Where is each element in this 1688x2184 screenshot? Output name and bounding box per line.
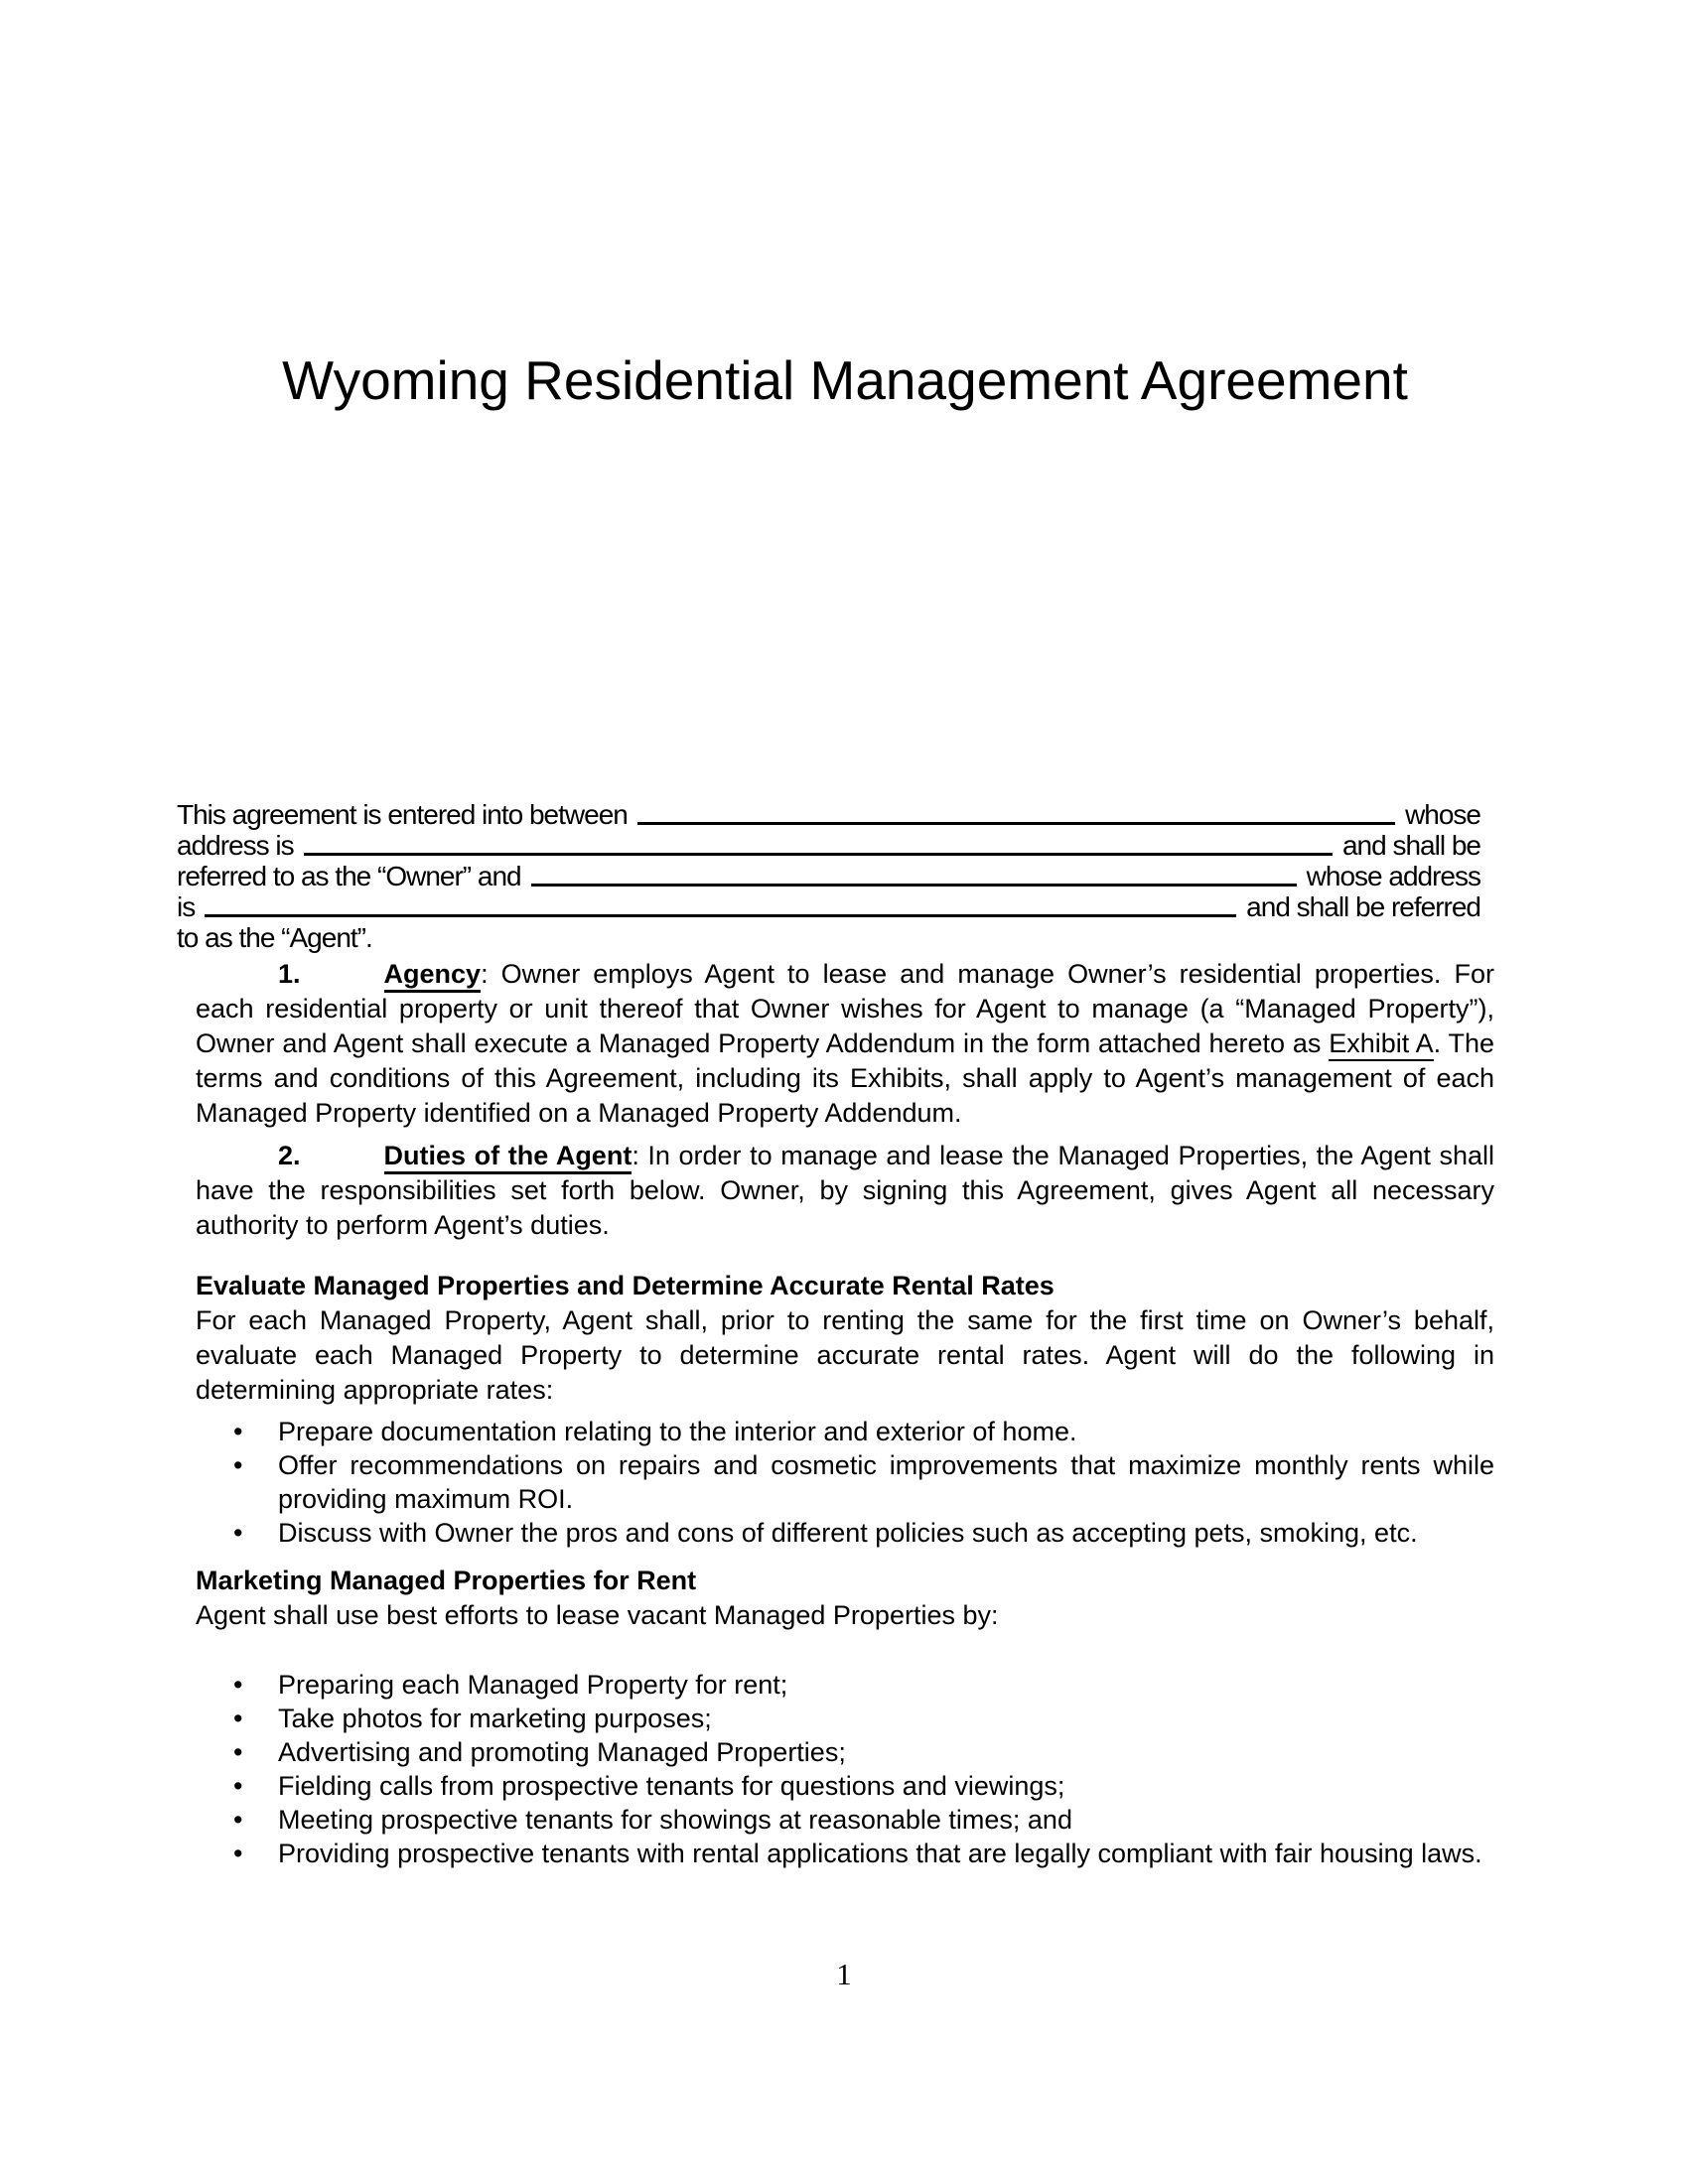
list-item bbox=[196, 1668, 1494, 1702]
section-2-heading: Duties of the Agent bbox=[384, 1141, 633, 1174]
section-1-body: : Owner employs Agent to lease and manage Owner’s residential properties. For each residential property or unit thereof that Owner wishes for Agent to manage (a “Managed Property”), Owner and Agent shall execute a Managed Property Addendum in the form attached hereto as bbox=[196, 959, 1494, 1058]
evaluate-bullet-list bbox=[196, 1415, 1494, 1550]
list-item-text: Meeting prospective tenants for showings at reasonable times; and bbox=[278, 1805, 1072, 1835]
list-item-text: Fielding calls from prospective tenants for questions and viewings; bbox=[278, 1771, 1065, 1801]
list-item-text: Providing prospective tenants with rental applications that are legally compliant with fair housing laws. bbox=[278, 1839, 1482, 1868]
opening-line-3 bbox=[177, 861, 1480, 891]
section-2-paragraph bbox=[196, 1139, 1494, 1243]
list-item-text: Preparing each Managed Property for rent; bbox=[278, 1670, 788, 1700]
opening-line-5-text: to as the “Agent”. bbox=[177, 922, 372, 953]
list-item-text: Take photos for marketing purposes; bbox=[278, 1704, 712, 1733]
marketing-heading: Marketing Managed Properties for Rent bbox=[196, 1566, 697, 1595]
blank-agent-name-line[interactable] bbox=[531, 882, 1297, 887]
list-item bbox=[196, 1516, 1494, 1550]
marketing-intro: Agent shall use best efforts to lease vacant Managed Properties by: bbox=[196, 1600, 999, 1630]
bullet-icon: • bbox=[233, 1450, 243, 1480]
list-item bbox=[196, 1769, 1494, 1803]
page-number: 1 bbox=[836, 1957, 852, 1991]
bullet-icon: • bbox=[233, 1518, 243, 1548]
bullet-icon: • bbox=[233, 1670, 243, 1700]
bullet-icon: • bbox=[233, 1417, 243, 1446]
section-1-body-continued: . The terms and conditions of this Agreement, including its Exhibits, shall apply to Agent’s management of each Managed Property identified on a Managed Property Addendum. bbox=[196, 1028, 1495, 1128]
list-item bbox=[196, 1415, 1494, 1448]
blank-owner-name-line[interactable] bbox=[637, 820, 1395, 825]
opening-line-1-text: This agreement is entered into between bbox=[177, 799, 628, 830]
marketing-bullet-list bbox=[196, 1668, 1494, 1870]
document-title: Wyoming Residential Management Agreement bbox=[282, 349, 1408, 411]
exhibit-a-reference: Exhibit A bbox=[1329, 1028, 1433, 1061]
blank-agent-address-line[interactable] bbox=[205, 912, 1236, 917]
list-item bbox=[196, 1735, 1494, 1769]
bullet-icon: • bbox=[233, 1805, 243, 1835]
bullet-icon: • bbox=[233, 1737, 243, 1767]
bullet-icon: • bbox=[233, 1771, 243, 1801]
opening-line-3-tail: whose address bbox=[1306, 861, 1480, 891]
opening-line-1 bbox=[177, 799, 1480, 830]
opening-line-4 bbox=[177, 891, 1480, 922]
evaluate-intro: For each Managed Property, Agent shall, prior to renting the same for the first time on Owner’s behalf, evaluate each Managed Property to determine accurate rental rates. Agent will do the following in determining appropriate rates: bbox=[196, 1305, 1494, 1405]
opening-line-2-text: address is bbox=[177, 830, 294, 861]
opening-line-5 bbox=[177, 922, 1480, 953]
list-item-text: Discuss with Owner the pros and cons of different policies such as accepting pets, smoking, etc. bbox=[278, 1518, 1418, 1548]
list-item bbox=[196, 1803, 1494, 1837]
list-item-text: Offer recommendations on repairs and cosmetic improvements that maximize monthly rents while providing maximum ROI. bbox=[278, 1450, 1494, 1514]
section-1-number: 1. bbox=[278, 959, 301, 989]
bullet-icon: • bbox=[233, 1839, 243, 1868]
opening-line-2 bbox=[177, 830, 1480, 861]
page-content bbox=[177, 0, 1495, 1870]
section-2-number: 2. bbox=[278, 1141, 301, 1170]
opening-line-2-tail: and shall be bbox=[1341, 830, 1480, 861]
opening-paragraph bbox=[177, 799, 1480, 953]
section-1-paragraph bbox=[196, 957, 1494, 1131]
section-1-heading: Agency bbox=[384, 959, 482, 993]
list-item bbox=[196, 1837, 1494, 1870]
evaluate-heading: Evaluate Managed Properties and Determine Accurate Rental Rates bbox=[196, 1271, 1055, 1300]
opening-line-1-tail: whose bbox=[1405, 799, 1480, 830]
opening-line-4-text: is bbox=[177, 891, 196, 922]
list-item bbox=[196, 1702, 1494, 1735]
opening-line-3-text: referred to as the “Owner” and bbox=[177, 861, 521, 891]
list-item-text: Advertising and promoting Managed Properties; bbox=[278, 1737, 846, 1767]
blank-owner-address-line[interactable] bbox=[304, 851, 1333, 856]
list-item bbox=[196, 1448, 1494, 1516]
opening-line-4-tail: and shall be referred bbox=[1246, 891, 1480, 922]
bullet-icon: • bbox=[233, 1704, 243, 1733]
list-item-text: Prepare documentation relating to the interior and exterior of home. bbox=[278, 1417, 1077, 1446]
section-2-body: : In order to manage and lease the Managed Properties, the Agent shall have the responsibilities set forth below. Owner, by signing this Agreement, gives Agent all necessary authority to perform Agent’s duties. bbox=[196, 1141, 1494, 1240]
